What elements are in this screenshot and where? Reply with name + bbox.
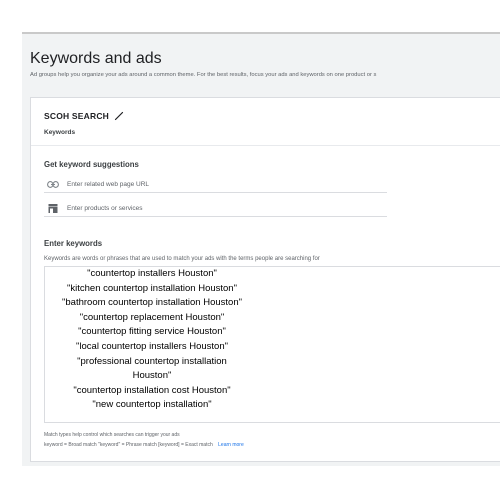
keywords-tab[interactable]: Keywords xyxy=(44,129,76,136)
ad-group-name[interactable] xyxy=(44,111,124,121)
page-description: Ad groups help you organize your ads around a common theme. For the best results, focus your ads and keywords on one product or s xyxy=(30,72,377,78)
keyword-line: "professional countertop installation xyxy=(77,355,227,367)
match-types-legend xyxy=(44,442,244,448)
ad-group-card xyxy=(30,97,500,462)
keyword-line: "countertop installers Houston" xyxy=(87,268,217,279)
keyword-line: "kitchen countertop installation Houston" xyxy=(67,282,237,294)
keyword-line: Houston" xyxy=(132,370,172,382)
link-icon xyxy=(46,178,60,190)
ad-group-name-label: SCOH SEARCH xyxy=(44,111,110,121)
products-services-field[interactable] xyxy=(44,200,387,217)
pencil-icon[interactable] xyxy=(114,111,124,121)
keyword-line: "countertop fitting service Houston" xyxy=(78,326,226,338)
products-services-input[interactable] xyxy=(67,205,367,212)
enter-keywords-description: Keywords are words or phrases that are used to match your ads with the terms people are searching for xyxy=(44,256,320,262)
match-types-legend-text: keyword = Broad match "keyword" = Phrase match [keyword] = Exact match xyxy=(44,442,213,448)
keywords-textarea[interactable] xyxy=(44,266,500,423)
match-types-help: Match types help control which searches can trigger your ads xyxy=(44,432,180,438)
learn-more-link[interactable]: Learn more xyxy=(218,442,244,448)
keyword-line: "new countertop installation" xyxy=(92,399,212,411)
keyword-lines xyxy=(35,267,269,413)
keyword-line: "local countertop installers Houston" xyxy=(76,340,228,352)
tab-divider xyxy=(31,145,500,146)
enter-keywords-title: Enter keywords xyxy=(44,239,103,248)
web-page-url-input[interactable] xyxy=(67,181,367,188)
keyword-line: "countertop installation cost Houston" xyxy=(73,384,231,396)
keyword-line: "countertop replacement Houston" xyxy=(79,311,225,323)
web-page-url-field[interactable] xyxy=(44,176,387,193)
keyword-line: "bathroom countertop installation Houston" xyxy=(62,297,242,309)
page-title: Keywords and ads xyxy=(30,50,162,67)
keyword-suggestions-title: Get keyword suggestions xyxy=(44,160,139,169)
store-icon xyxy=(46,202,60,214)
